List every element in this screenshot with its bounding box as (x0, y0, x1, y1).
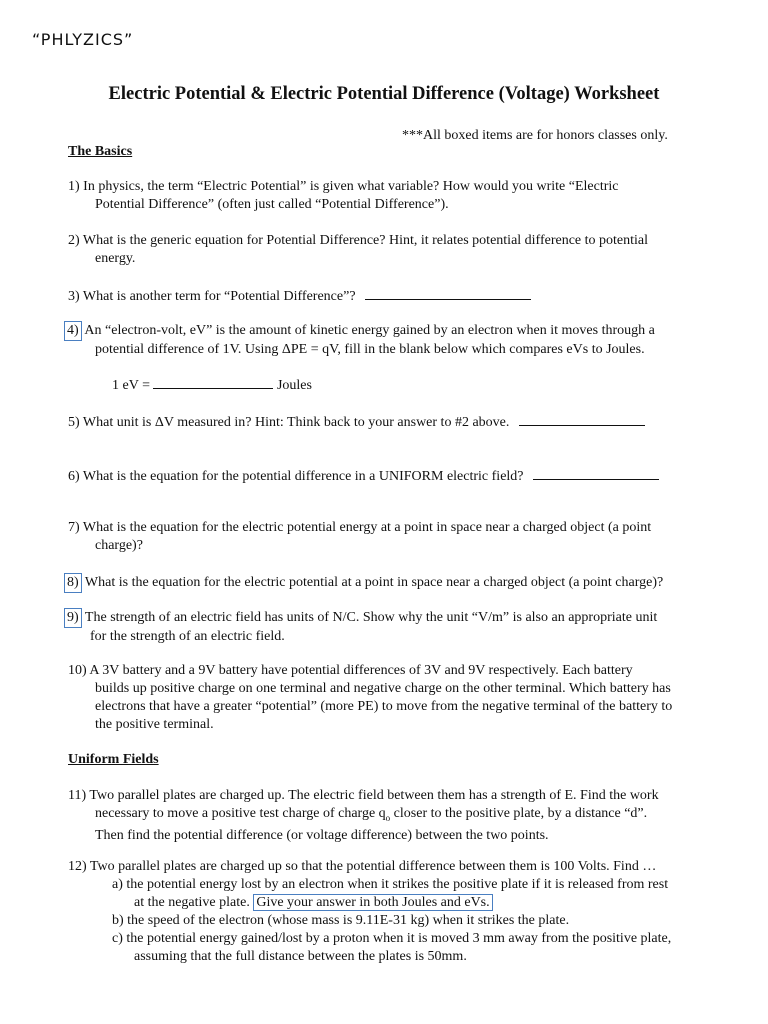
question-number: 5) (68, 415, 80, 430)
question-text-continued: potential difference of 1V. Using ΔPE = qV, fill in the blank below which compares eVs to Joules. (95, 342, 645, 357)
part-text: the speed of the electron (whose mass is 9.11E-31 kg) when it strikes the plate. (127, 913, 570, 928)
question-1 (68, 178, 728, 214)
question-text: Two parallel plates are charged up. The electric field between them has a strength of E. Find the work (89, 788, 659, 803)
question-2 (68, 232, 728, 268)
question-number-boxed: 8) (64, 573, 82, 593)
question-12c (112, 930, 722, 966)
question-text: An “electron-volt, eV” is the amount of kinetic energy gained by an electron when it moves through a (84, 323, 655, 338)
question-8 (68, 573, 728, 593)
question-7 (68, 519, 728, 555)
question-9 (68, 608, 728, 646)
answer-blank[interactable] (533, 466, 659, 480)
question-text-continued: electrons that have a greater “potential” (more PE) to move from the negative terminal of the battery to (95, 699, 673, 714)
question-text-continued: for the strength of an electric field. (90, 629, 285, 644)
question-text: What is another term for “Potential Difference”? (82, 289, 356, 304)
question-number: 2) (68, 233, 80, 248)
answer-blank[interactable] (365, 286, 531, 300)
part-text-continued (112, 894, 722, 912)
question-number: 6) (68, 469, 80, 484)
text-part: closer to the positive plate, by a distance “d”. (390, 806, 648, 821)
question-text-continued: Then find the potential difference (or voltage difference) between the two points. (95, 827, 549, 843)
question-number: 1) (68, 179, 80, 194)
question-text: The strength of an electric field has units of N/C. Show why the unit “V/m” is also an appropriate unit (84, 610, 658, 625)
question-5 (68, 412, 728, 432)
part-label: c) (112, 931, 123, 946)
honors-note: ***All boxed items are for honors classes only. (402, 128, 668, 143)
part-text-continued: assuming that the full distance between the plates is 50mm. (134, 949, 467, 964)
question-number: 11) (68, 788, 87, 803)
question-4 (68, 321, 728, 359)
question-number-boxed: 9) (64, 608, 82, 628)
question-number: 10) (68, 663, 87, 678)
question-text: A 3V battery and a 9V battery have potential differences of 3V and 9V respectively. Each battery (89, 663, 633, 678)
question-text: What is the equation for the electric potential energy at a point in space near a charged object (a point (82, 520, 652, 535)
question-12 (68, 858, 728, 876)
question-3 (68, 286, 728, 306)
equation-right: Joules (276, 378, 312, 393)
part-text: the potential energy gained/lost by a proton when it is moved 3 mm away from the positive plate, (126, 931, 672, 946)
question-text-continued (68, 805, 728, 827)
question-10 (68, 662, 728, 734)
question-text-continued: builds up positive charge on one terminal and negative charge on the other terminal. Which battery has (95, 681, 671, 696)
equation-left: 1 eV = (112, 378, 150, 393)
question-text-continued: Potential Difference” (often just called “Potential Difference”). (95, 197, 449, 212)
question-number: 3) (68, 289, 80, 304)
text-part: necessary to move a positive test charge of charge q (95, 806, 386, 821)
question-number: 7) (68, 520, 80, 535)
question-text-continued: the positive terminal. (95, 717, 214, 732)
page-title: Electric Potential & Electric Potential Difference (Voltage) Worksheet (108, 84, 660, 104)
question-12b (112, 912, 722, 930)
part-label: a) (112, 877, 123, 892)
answer-blank[interactable] (153, 375, 273, 389)
question-text: In physics, the term “Electric Potential” is given what variable? How would you write “Electric (83, 179, 619, 194)
ev-equation (112, 375, 312, 394)
section-heading-uniform-fields: Uniform Fields (68, 752, 159, 767)
question-number-boxed: 4) (64, 321, 82, 341)
question-text-continued: charge)? (95, 538, 143, 553)
subscript: o (385, 812, 391, 823)
handwritten-header: “PHLYZICS” (32, 30, 134, 49)
question-text-continued: energy. (95, 251, 136, 266)
answer-blank[interactable] (519, 412, 645, 426)
question-11 (68, 787, 728, 845)
question-6 (68, 466, 728, 486)
question-text: What is the equation for the electric potential at a point in space near a charged object (a point charge)? (84, 575, 664, 590)
question-text: Two parallel plates are charged up so that the potential difference between them is 100 Volts. Find … (89, 859, 657, 874)
text-part: at the negative plate. (134, 895, 250, 910)
question-12a (112, 876, 722, 912)
question-number: 12) (68, 859, 87, 874)
honors-boxed-instruction: Give your answer in both Joules and eVs. (253, 894, 492, 911)
part-label: b) (112, 913, 124, 928)
part-text: the potential energy lost by an electron when it strikes the positive plate if it is released from rest (126, 877, 669, 892)
question-text: What is the equation for the potential difference in a UNIFORM electric field? (82, 469, 524, 484)
question-text: What unit is ΔV measured in? Hint: Think back to your answer to #2 above. (82, 415, 510, 430)
question-text: What is the generic equation for Potential Difference? Hint, it relates potential difference to potential (82, 233, 649, 248)
section-heading-basics: The Basics (68, 144, 133, 159)
